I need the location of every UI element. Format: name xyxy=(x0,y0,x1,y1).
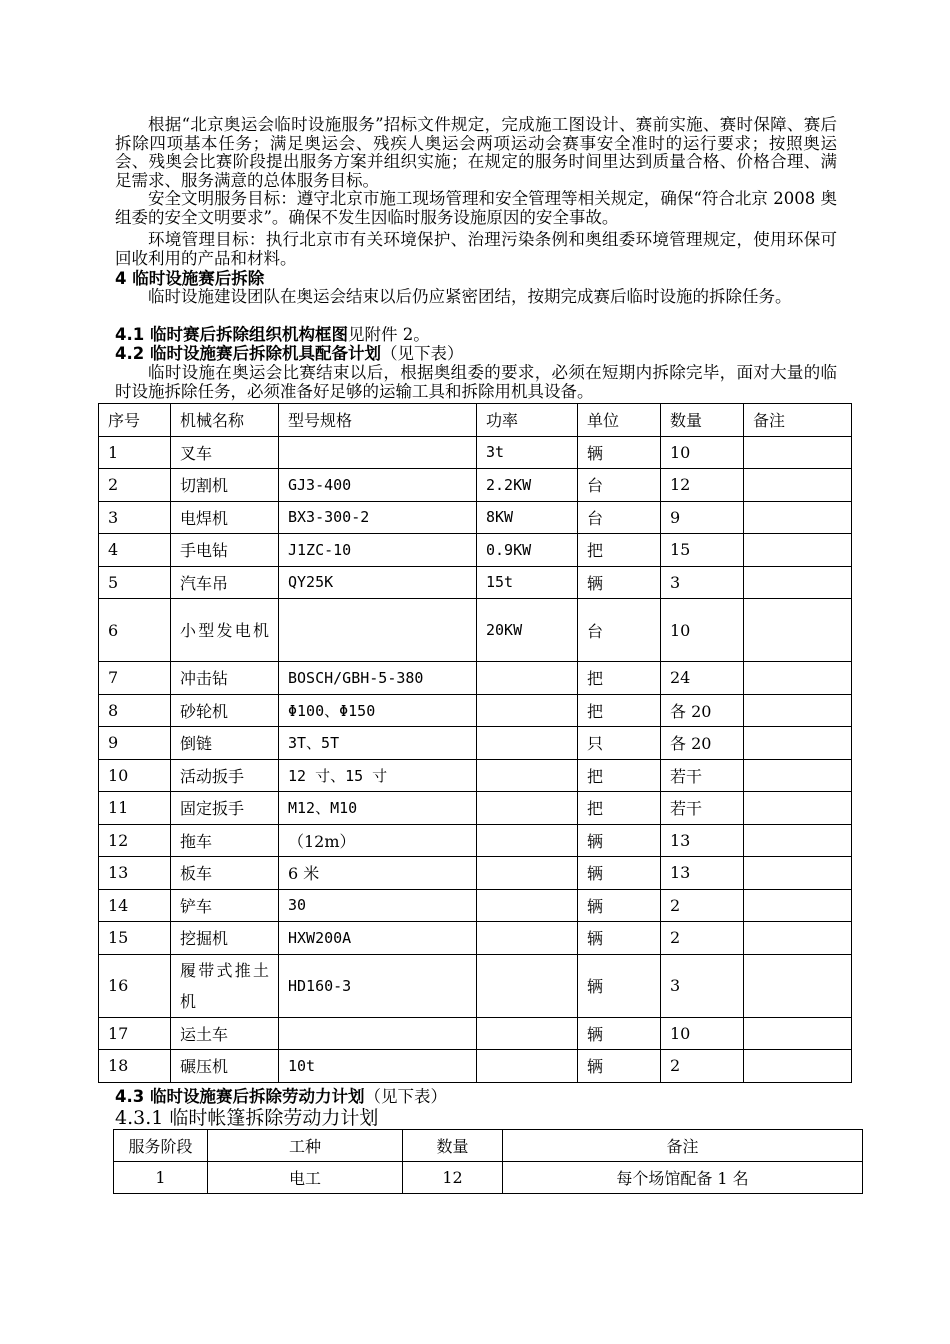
heading-4-3-note: （见下表） xyxy=(364,1087,447,1106)
cell-index: 2 xyxy=(99,469,171,502)
cell-model: HD160-3 xyxy=(279,954,477,1017)
cell-name: 冲击钻 xyxy=(171,662,279,695)
heading-4-2 xyxy=(115,345,463,363)
cell-model xyxy=(279,436,477,469)
cell-power xyxy=(477,727,578,760)
cell-quantity: 若干 xyxy=(661,792,744,825)
cell-unit: 辆 xyxy=(578,436,661,469)
paragraph-service-goal: 根据“北京奥运会临时设施服务”招标文件规定，完成施工图设计、赛前实施、赛时保障、赛后拆除四项基本任务；满足奥运会、残疾人奥运会两项运动会赛事安全准时的运行要求；按照奥运会、残奥会比赛阶段提出服务方案并组织实施；在规定的服务时间里达到质量合格、价格合理、满足需求、服务满意的总体服务目标。 xyxy=(115,115,837,190)
cell-quantity: 9 xyxy=(661,501,744,534)
cell-unit: 台 xyxy=(578,599,661,662)
cell-quantity: 2 xyxy=(661,1050,744,1083)
cell-remark xyxy=(744,792,852,825)
table-row xyxy=(99,694,852,727)
cell-index: 12 xyxy=(99,824,171,857)
table-row xyxy=(99,469,852,502)
cell-remark xyxy=(744,922,852,955)
table-header-row xyxy=(99,404,852,437)
cell-remark xyxy=(744,1017,852,1050)
cell-name: 拖车 xyxy=(171,824,279,857)
cell-name: 碾压机 xyxy=(171,1050,279,1083)
cell-index: 11 xyxy=(99,792,171,825)
cell-power: 20KW xyxy=(477,599,578,662)
cell-unit: 把 xyxy=(578,694,661,727)
cell-power: 2.2KW xyxy=(477,469,578,502)
table-row xyxy=(99,1017,852,1050)
cell-power xyxy=(477,662,578,695)
cell-index: 4 xyxy=(99,534,171,567)
header-cell: 备注 xyxy=(744,404,852,437)
table-row xyxy=(99,922,852,955)
table-row xyxy=(99,792,852,825)
header-cell: 备注 xyxy=(503,1130,863,1162)
header-cell: 序号 xyxy=(99,404,171,437)
table-row xyxy=(99,1050,852,1083)
cell-remark xyxy=(744,566,852,599)
cell-remark xyxy=(744,599,852,662)
cell-name: 砂轮机 xyxy=(171,694,279,727)
cell-name-text: 小型发电机 xyxy=(180,620,269,640)
cell-unit: 辆 xyxy=(578,857,661,890)
paragraph-equipment-intro: 临时设施在奥运会比赛结束以后，根据奥组委的要求，必须在短期内拆除完毕，面对大量的临时设施拆除任务，必须准备好足够的运输工具和拆除用机具设备。 xyxy=(115,363,837,401)
cell-model: 12 寸、15 寸 xyxy=(279,759,477,792)
cell-model: 6 米 xyxy=(279,857,477,890)
cell-model: Φ100、Φ150 xyxy=(279,694,477,727)
cell-remark xyxy=(744,436,852,469)
cell-name xyxy=(171,954,279,1017)
cell-name: 运土车 xyxy=(171,1017,279,1050)
cell-unit: 辆 xyxy=(578,954,661,1017)
heading-4-1 xyxy=(115,326,430,344)
cell-remark xyxy=(744,857,852,890)
cell-index: 5 xyxy=(99,566,171,599)
cell-name-text: 履带式推土机 xyxy=(180,960,269,1011)
cell-name: 倒链 xyxy=(171,727,279,760)
cell-name xyxy=(171,599,279,662)
header-cell: 机械名称 xyxy=(171,404,279,437)
cell-name: 电焊机 xyxy=(171,501,279,534)
cell-quantity: 24 xyxy=(661,662,744,695)
cell-power xyxy=(477,889,578,922)
cell-power xyxy=(477,922,578,955)
cell-unit: 辆 xyxy=(578,1050,661,1083)
cell-index: 14 xyxy=(99,889,171,922)
cell-unit: 辆 xyxy=(578,1017,661,1050)
cell-remark xyxy=(744,534,852,567)
cell-quantity: 12 xyxy=(661,469,744,502)
cell-power xyxy=(477,1017,578,1050)
cell-unit: 只 xyxy=(578,727,661,760)
header-cell: 服务阶段 xyxy=(114,1130,208,1162)
cell-unit: 辆 xyxy=(578,824,661,857)
cell-quantity: 10 xyxy=(661,436,744,469)
cell-index: 10 xyxy=(99,759,171,792)
header-cell: 单位 xyxy=(578,404,661,437)
cell-model xyxy=(279,1017,477,1050)
table-row xyxy=(99,436,852,469)
cell-quantity: 3 xyxy=(661,954,744,1017)
heading-4-1-title: 4.1 临时赛后拆除组织机构框图 xyxy=(115,325,348,344)
table-row xyxy=(114,1162,863,1194)
cell-power xyxy=(477,792,578,825)
cell-index: 7 xyxy=(99,662,171,695)
cell-index: 16 xyxy=(99,954,171,1017)
cell-remark xyxy=(744,694,852,727)
cell-unit: 台 xyxy=(578,501,661,534)
cell-index: 15 xyxy=(99,922,171,955)
table-header-row xyxy=(114,1130,863,1162)
cell-power xyxy=(477,824,578,857)
cell-model: 10t xyxy=(279,1050,477,1083)
table-row xyxy=(99,534,852,567)
cell-unit: 辆 xyxy=(578,566,661,599)
table-row xyxy=(99,727,852,760)
cell-name: 切割机 xyxy=(171,469,279,502)
cell-quantity: 2 xyxy=(661,889,744,922)
equipment-table xyxy=(98,403,852,1083)
cell-unit: 台 xyxy=(578,469,661,502)
table-row xyxy=(99,566,852,599)
table-row xyxy=(99,954,852,1017)
table-row xyxy=(99,824,852,857)
cell-unit: 把 xyxy=(578,534,661,567)
cell-index: 13 xyxy=(99,857,171,890)
cell-index: 6 xyxy=(99,599,171,662)
cell-unit: 辆 xyxy=(578,922,661,955)
cell-remark: 每个场馆配备 1 名 xyxy=(503,1162,863,1194)
cell-power xyxy=(477,857,578,890)
header-cell: 功率 xyxy=(477,404,578,437)
cell-model: 30 xyxy=(279,889,477,922)
cell-model: M12、M10 xyxy=(279,792,477,825)
cell-name: 汽车吊 xyxy=(171,566,279,599)
header-cell: 数量 xyxy=(661,404,744,437)
cell-model xyxy=(279,599,477,662)
cell-quantity: 13 xyxy=(661,824,744,857)
cell-quantity: 各 20 xyxy=(661,694,744,727)
cell-remark xyxy=(744,759,852,792)
table-row xyxy=(99,599,852,662)
paragraph-dismantle-task: 临时设施建设团队在奥运会结束以后仍应紧密团结，按期完成赛后临时设施的拆除任务。 xyxy=(148,287,792,306)
cell-remark xyxy=(744,1050,852,1083)
cell-power: 15t xyxy=(477,566,578,599)
cell-trade: 电工 xyxy=(208,1162,403,1194)
cell-remark xyxy=(744,889,852,922)
cell-index: 3 xyxy=(99,501,171,534)
cell-quantity: 10 xyxy=(661,599,744,662)
cell-quantity: 12 xyxy=(403,1162,503,1194)
cell-unit: 把 xyxy=(578,662,661,695)
cell-model: BOSCH/GBH-5-380 xyxy=(279,662,477,695)
cell-power xyxy=(477,954,578,1017)
heading-4-2-title: 4.2 临时设施赛后拆除机具配备计划 xyxy=(115,344,381,363)
labor-table xyxy=(113,1129,863,1194)
cell-name: 活动扳手 xyxy=(171,759,279,792)
cell-remark xyxy=(744,954,852,1017)
heading-4-2-note: （见下表） xyxy=(380,344,464,363)
cell-model: J1ZC-10 xyxy=(279,534,477,567)
cell-name: 挖掘机 xyxy=(171,922,279,955)
cell-index: 17 xyxy=(99,1017,171,1050)
cell-name: 铲车 xyxy=(171,889,279,922)
header-cell: 型号规格 xyxy=(279,404,477,437)
cell-quantity: 各 20 xyxy=(661,727,744,760)
cell-power xyxy=(477,694,578,727)
heading-4-3-title: 4.3 临时设施赛后拆除劳动力计划 xyxy=(115,1087,365,1106)
cell-name: 板车 xyxy=(171,857,279,890)
cell-remark xyxy=(744,727,852,760)
table-row xyxy=(99,662,852,695)
cell-remark xyxy=(744,501,852,534)
heading-4-3-1: 4.3.1 临时帐篷拆除劳动力计划 xyxy=(115,1107,379,1129)
table-row xyxy=(99,759,852,792)
cell-index: 8 xyxy=(99,694,171,727)
cell-index: 18 xyxy=(99,1050,171,1083)
cell-quantity: 13 xyxy=(661,857,744,890)
cell-model: 3T、5T xyxy=(279,727,477,760)
cell-power: 8KW xyxy=(477,501,578,534)
cell-quantity: 2 xyxy=(661,922,744,955)
cell-power xyxy=(477,759,578,792)
cell-power: 3t xyxy=(477,436,578,469)
table-row xyxy=(99,857,852,890)
heading-4-3 xyxy=(115,1088,447,1106)
cell-unit: 把 xyxy=(578,759,661,792)
cell-model: （12m） xyxy=(279,824,477,857)
cell-name: 叉车 xyxy=(171,436,279,469)
heading-4-1-note: 见附件 2。 xyxy=(347,325,430,344)
header-cell: 工种 xyxy=(208,1130,403,1162)
cell-quantity: 3 xyxy=(661,566,744,599)
cell-quantity: 10 xyxy=(661,1017,744,1050)
cell-remark xyxy=(744,662,852,695)
table-row xyxy=(99,889,852,922)
cell-model: GJ3-400 xyxy=(279,469,477,502)
cell-name: 手电钻 xyxy=(171,534,279,567)
paragraph-safety-goal: 安全文明服务目标：遵守北京市施工现场管理和安全管理等相关规定，确保“符合北京 2008 奥组委的安全文明要求”。确保不发生因临时服务设施原因的安全事故。 xyxy=(115,189,837,227)
cell-remark xyxy=(744,469,852,502)
cell-unit: 把 xyxy=(578,792,661,825)
cell-quantity: 15 xyxy=(661,534,744,567)
cell-index: 1 xyxy=(99,436,171,469)
cell-unit: 辆 xyxy=(578,889,661,922)
cell-power: 0.9KW xyxy=(477,534,578,567)
heading-section-4: 4 临时设施赛后拆除 xyxy=(115,269,265,288)
table-row xyxy=(99,501,852,534)
cell-stage: 1 xyxy=(114,1162,208,1194)
cell-quantity: 若干 xyxy=(661,759,744,792)
cell-index: 9 xyxy=(99,727,171,760)
cell-remark xyxy=(744,824,852,857)
header-cell: 数量 xyxy=(403,1130,503,1162)
cell-model: BX3-300-2 xyxy=(279,501,477,534)
cell-power xyxy=(477,1050,578,1083)
paragraph-environment-goal: 环境管理目标：执行北京市有关环境保护、治理污染条例和奥组委环境管理规定，使用环保可回收利用的产品和材料。 xyxy=(115,230,837,268)
cell-model: QY25K xyxy=(279,566,477,599)
cell-model: HXW200A xyxy=(279,922,477,955)
cell-name: 固定扳手 xyxy=(171,792,279,825)
